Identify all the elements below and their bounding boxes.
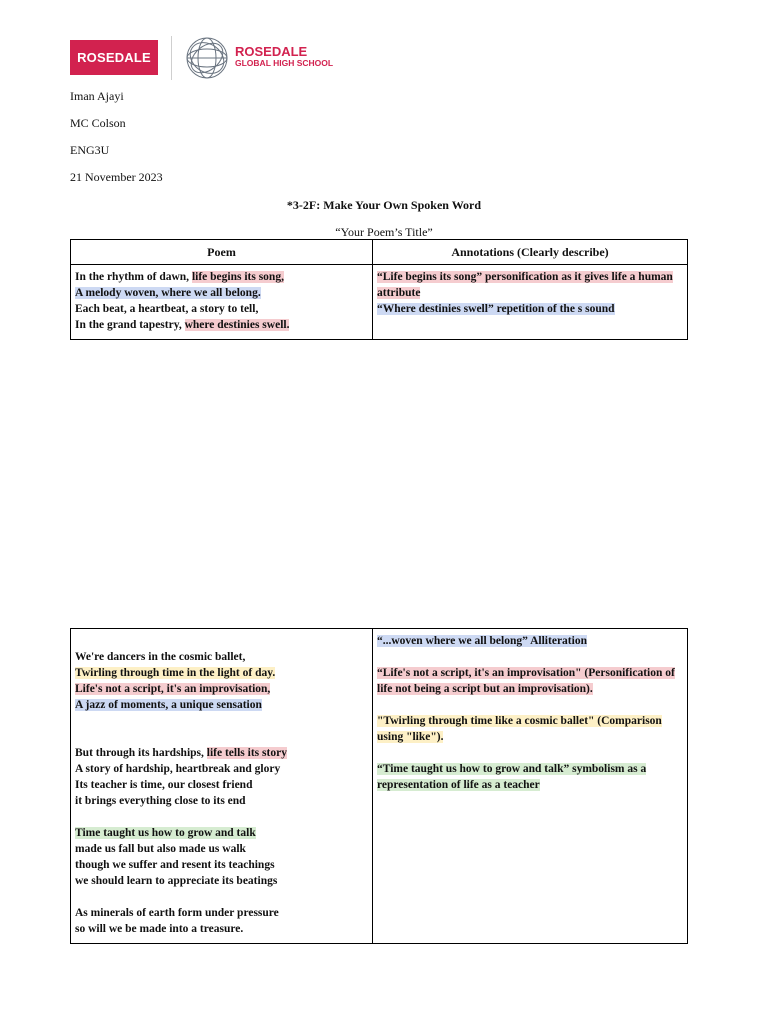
annotation-text: attribute <box>377 287 421 299</box>
poem-line <box>75 285 368 301</box>
poem-line <box>75 665 368 681</box>
stanza-gap <box>75 713 368 729</box>
logo-divider <box>171 36 172 80</box>
annotation-text: “Time taught us how to grow and talk” symbolism as a <box>377 763 647 775</box>
poem-cell <box>71 629 373 944</box>
poem-line-text: A story of hardship, heartbreak and glory <box>75 763 281 775</box>
poem-line <box>75 905 368 921</box>
annotation-text: using "like"). <box>377 731 444 743</box>
annotation-line <box>377 681 683 697</box>
poem-line-text: In the rhythm of dawn, <box>75 271 192 283</box>
annotation-gap <box>377 649 683 665</box>
poem-line-text: we should learn to appreciate its beatings <box>75 875 278 887</box>
rosedale-logo: ROSEDALE <box>70 40 158 75</box>
annotation-line <box>377 665 683 681</box>
poem-line <box>75 269 368 285</box>
annotation-cell <box>373 629 688 944</box>
document-title: *3-2F: Make Your Own Spoken Word <box>286 198 482 212</box>
annotation-text: life not being a script but an improvisation). <box>377 683 593 695</box>
poem-line-text: so will we be made into a treasure. <box>75 923 244 935</box>
annotation-line <box>377 285 683 301</box>
highlight-alliteration: A jazz of moments, a unique sensation <box>75 699 262 711</box>
annotation-line <box>377 729 683 745</box>
highlight-comparison: Twirling through time in the light of day. <box>75 667 276 679</box>
stanza-gap <box>75 889 368 905</box>
poem-line-text: As minerals of earth form under pressure <box>75 907 279 919</box>
annotation-text: “Life begins its song” personification as it gives life a human <box>377 271 673 283</box>
annotation-text: "Twirling through time like a cosmic ballet" (Comparison <box>377 715 662 727</box>
highlight-symbolism: Time taught us how to grow and talk <box>75 827 256 839</box>
poem-line <box>75 841 368 857</box>
highlight-personification: life tells its story <box>206 747 287 759</box>
poem-line <box>75 777 368 793</box>
annotation-gap <box>377 745 683 761</box>
poem-line-text: We're dancers in the cosmic ballet, <box>75 651 246 663</box>
annotation-line <box>377 633 683 649</box>
poem-line-text: Its teacher is time, our closest friend <box>75 779 253 791</box>
rosedale-global-logo-subtitle: GLOBAL HIGH SCHOOL <box>235 58 334 68</box>
highlight-personification: life begins its song, <box>191 271 284 283</box>
poem-line-text: made us fall but also made us walk <box>75 843 246 855</box>
poem-line <box>75 825 368 841</box>
annotation-text: “Where destinies swell” repetition of the s sound <box>377 303 615 315</box>
annotation-text: “...woven where we all belong” Alliteration <box>377 635 587 647</box>
poem-line-text: But through its hardships, <box>75 747 207 759</box>
poem-line-text: it brings everything close to its end <box>75 795 246 807</box>
annotation-line <box>377 301 683 317</box>
poem-line <box>75 873 368 889</box>
poem-line <box>75 681 368 697</box>
document-date: 21 November 2023 <box>70 170 163 184</box>
poem-line <box>75 697 368 713</box>
poem-title: “Your Poem’s Title” <box>335 225 433 239</box>
highlight-repetition: where destinies swell. <box>184 319 290 331</box>
annotation-line <box>377 761 683 777</box>
annotation-gap <box>377 697 683 713</box>
course-code: ENG3U <box>70 143 110 157</box>
poem-line <box>75 793 368 809</box>
stanza-gap <box>75 809 368 825</box>
poem-line <box>75 301 368 317</box>
student-name: Iman Ajayi <box>70 89 124 103</box>
poem-line <box>75 921 368 937</box>
poem-line <box>75 745 368 761</box>
poem-cell <box>71 265 373 340</box>
poem-line <box>75 857 368 873</box>
stanza-gap <box>75 729 368 745</box>
poem-table-1 <box>70 239 688 340</box>
column-header-poem: Poem <box>71 240 373 265</box>
poem-line-text: Each beat, a heartbeat, a story to tell, <box>75 303 259 315</box>
highlight-personification: Life's not a script, it's an improvisation, <box>75 683 271 695</box>
poem-line <box>75 761 368 777</box>
annotation-text: representation of life as a teacher <box>377 779 540 791</box>
poem-line <box>75 317 368 333</box>
highlight-alliteration: A melody woven, where we all belong. <box>75 287 261 299</box>
teacher-name: MC Colson <box>70 116 126 130</box>
annotation-cell <box>373 265 688 340</box>
annotation-line <box>377 777 683 793</box>
column-header-annotations: Annotations (Clearly describe) <box>373 240 688 265</box>
poem-line-text: though we suffer and resent its teachings <box>75 859 275 871</box>
annotation-line <box>377 713 683 729</box>
poem-line-text: In the grand tapestry, <box>75 319 185 331</box>
annotation-text: “Life's not a script, it's an improvisation" (Personification of <box>377 667 675 679</box>
rosedale-global-logo-title: ROSEDALE <box>235 44 308 59</box>
poem-line <box>75 649 368 665</box>
annotation-line <box>377 269 683 285</box>
poem-table-2 <box>70 628 688 944</box>
globe-icon <box>184 35 230 81</box>
